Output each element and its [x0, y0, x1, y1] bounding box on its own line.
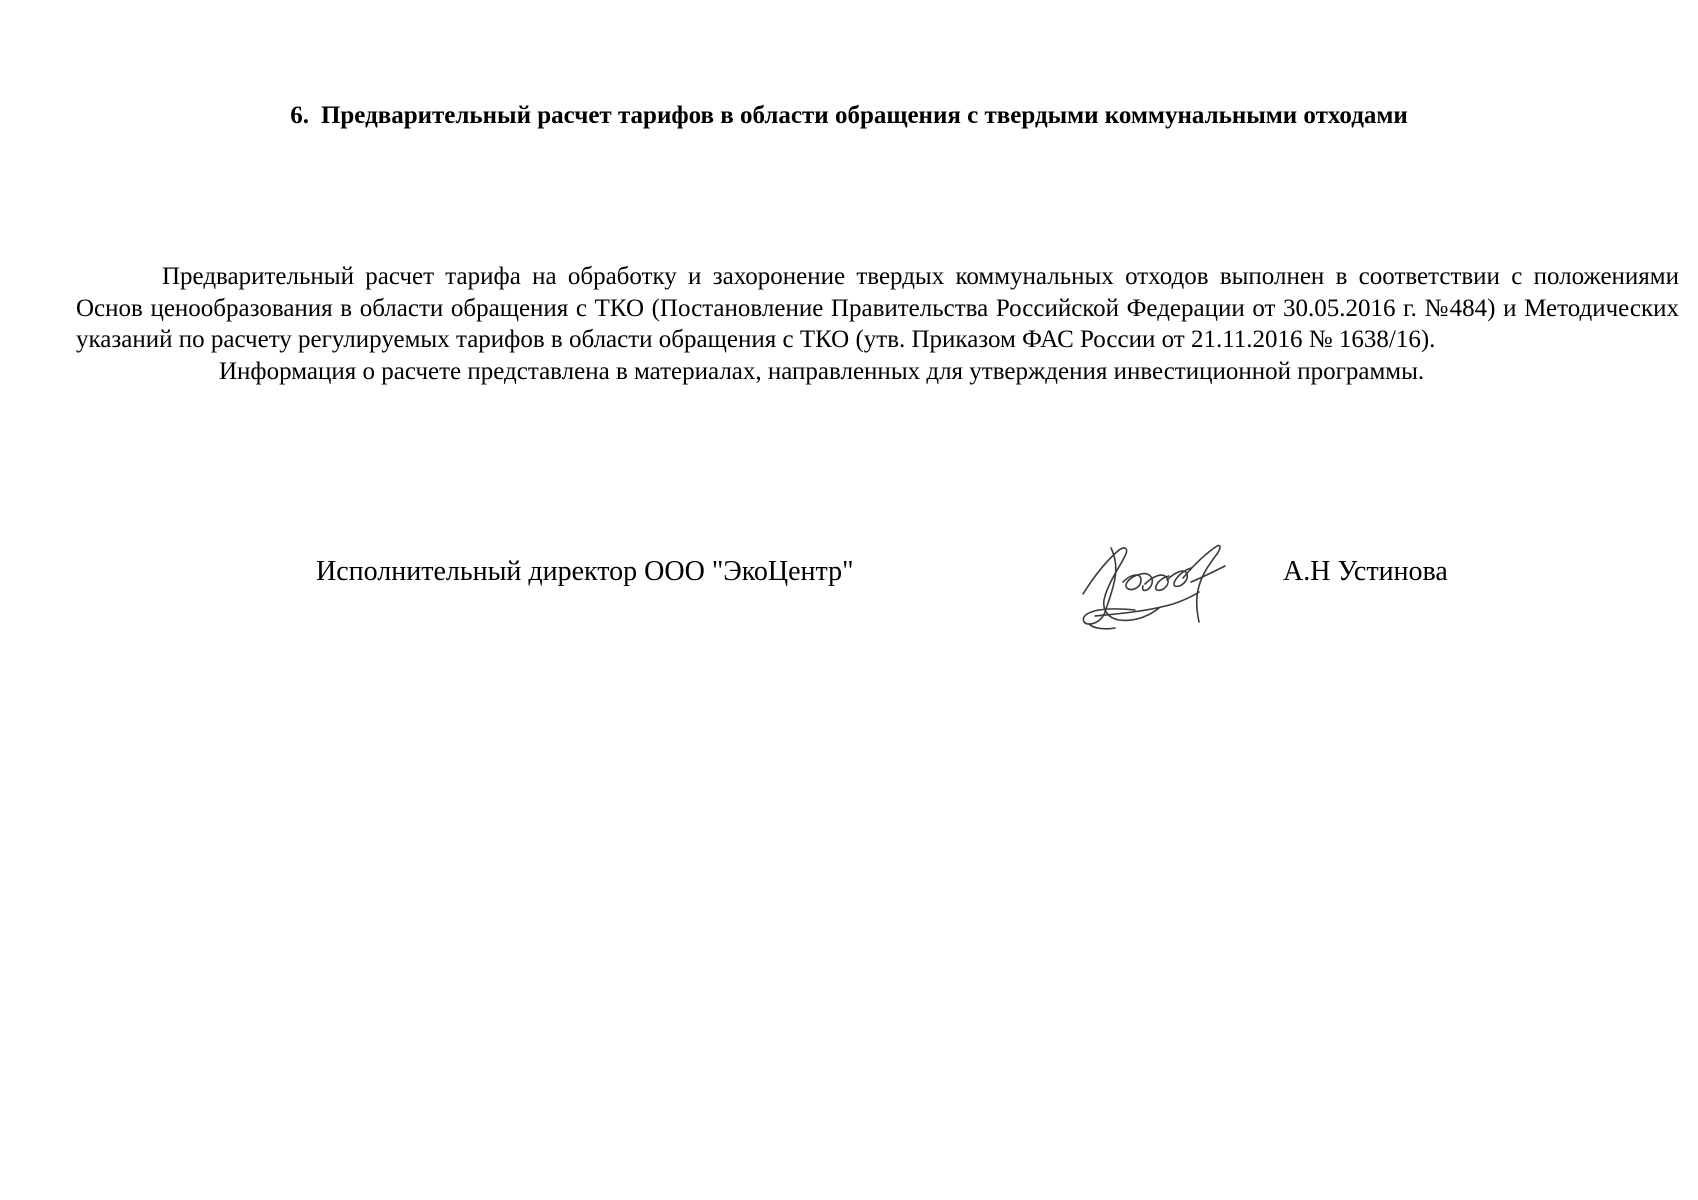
section-title: Предварительный расчет тарифов в области обращения с твердыми коммунальными отходами: [320, 102, 1408, 129]
section-number: 6.: [290, 102, 309, 129]
handwritten-signature: [1075, 538, 1235, 634]
paragraph-information-note: Информация о расчете представлена в материалах, направленных для утверждения инвестиционной программы.: [219, 357, 1425, 385]
signatory-name: А.Н Устинова: [1283, 556, 1448, 587]
paragraph-calculation-basis: Предварительный расчет тарифа на обработку и захоронение твердых коммунальных отходов выполнен в соответствии с положениями Основ ценообразования в области обращения с ТКО (Постановление Правительства Российской Федерации от 30.05.2016 г. №484) и Методических указаний по расчету регулируемых тарифов в области обращения с ТКО (утв. Приказом ФАС России от 21.11.2016 № 1638/16).: [76, 263, 1679, 353]
signatory-position: Исполнительный директор ООО "ЭкоЦентр": [316, 556, 854, 587]
